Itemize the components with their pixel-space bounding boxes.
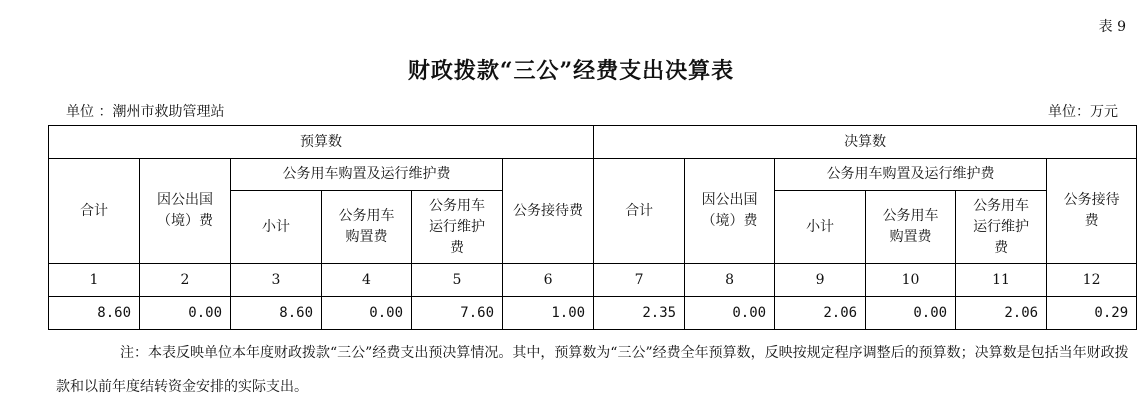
column-number: 11 [956, 264, 1047, 297]
column-number: 1 [49, 264, 140, 297]
three-public-expenses-table [48, 125, 1137, 330]
final-vehicle-group-header: 公务用车购置及运行维护费 [775, 159, 1047, 191]
final-purchase-header: 公务用车购置费 [866, 191, 956, 264]
budget-total-value: 8.60 [49, 297, 140, 330]
final-abroad-value: 0.00 [685, 297, 775, 330]
unit-organization: 单位 ：潮州市救助管理站 [66, 104, 225, 120]
unit-currency: 单位：万元 [1048, 104, 1118, 120]
final-reception-header: 公务接待费 [1047, 159, 1137, 264]
column-number: 4 [322, 264, 412, 297]
column-number: 3 [231, 264, 322, 297]
final-vehicle-operation-value: 2.06 [956, 297, 1047, 330]
footnote: 注：本表反映单位本年度财政拨款“三公”经费支出预决算情况。其中，预算数为“三公”经费全年预算数，反映按规定程序调整后的预算数；决算数是包括当年财政拨款和以前年度结转资金安排的实际支出。 [56, 345, 1129, 395]
column-number: 6 [503, 264, 594, 297]
budget-vehicle-subtotal-value: 8.60 [231, 297, 322, 330]
final-operation-header: 公务用车运行维护费 [956, 191, 1047, 264]
column-number: 10 [866, 264, 956, 297]
page-title: 财政拨款“三公”经费支出决算表 [407, 58, 735, 84]
budget-vehicle-purchase-value: 0.00 [322, 297, 412, 330]
column-number: 7 [594, 264, 685, 297]
budget-subtotal-header: 小计 [231, 191, 322, 264]
column-number: 12 [1047, 264, 1137, 297]
final-vehicle-purchase-value: 0.00 [866, 297, 956, 330]
column-number: 5 [412, 264, 503, 297]
column-number: 9 [775, 264, 866, 297]
budget-header: 预算数 [49, 126, 594, 159]
budget-purchase-header: 公务用车购置费 [322, 191, 412, 264]
budget-reception-value: 1.00 [503, 297, 594, 330]
final-header: 决算数 [594, 126, 1137, 159]
final-total-value: 2.35 [594, 297, 685, 330]
budget-abroad-value: 0.00 [140, 297, 231, 330]
final-vehicle-subtotal-value: 2.06 [775, 297, 866, 330]
budget-reception-header: 公务接待费 [503, 159, 594, 264]
column-number: 2 [140, 264, 231, 297]
budget-abroad-header: 因公出国（境）费 [140, 159, 231, 264]
final-abroad-header: 因公出国（境）费 [685, 159, 775, 264]
column-number: 8 [685, 264, 775, 297]
budget-vehicle-group-header: 公务用车购置及运行维护费 [231, 159, 503, 191]
final-reception-value: 0.29 [1047, 297, 1137, 330]
table-number: 表 9 [1098, 19, 1126, 35]
final-total-header: 合计 [594, 159, 685, 264]
budget-vehicle-operation-value: 7.60 [412, 297, 503, 330]
final-subtotal-header: 小计 [775, 191, 866, 264]
budget-operation-header: 公务用车运行维护费 [412, 191, 503, 264]
budget-total-header: 合计 [49, 159, 140, 264]
